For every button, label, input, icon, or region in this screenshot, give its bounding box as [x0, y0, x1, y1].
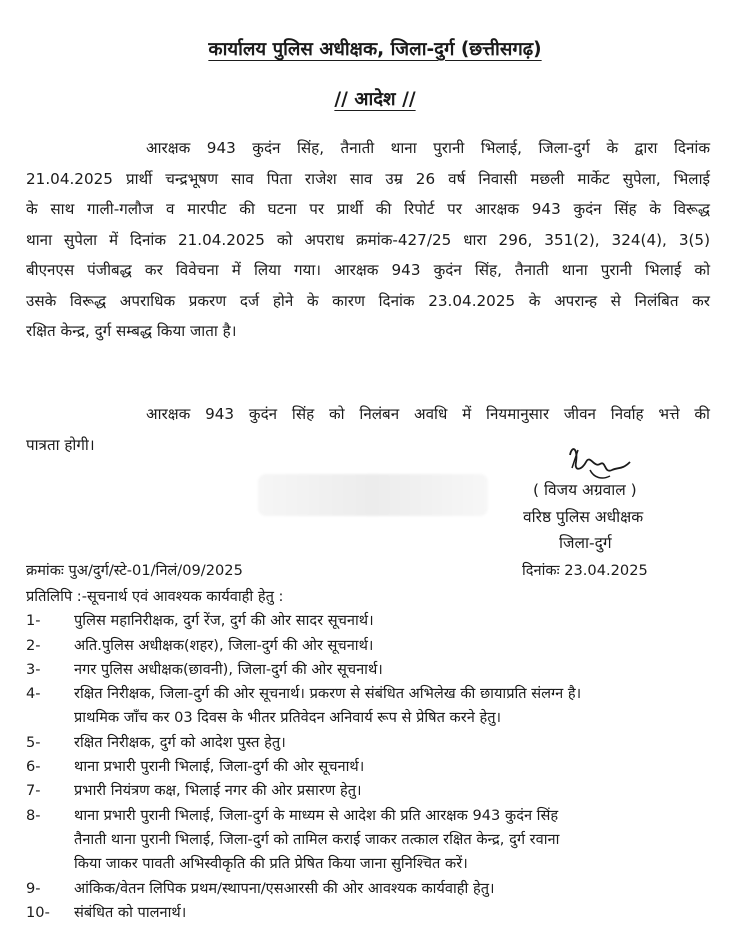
- list-item-text: पुलिस महानिरीक्षक, दुर्ग रेंज, दुर्ग की ओर सादर सूचनार्थ।: [74, 612, 374, 630]
- reference-date: दिनांकः 23.04.2025: [522, 562, 648, 579]
- list-item-text: थाना प्रभारी पुरानी भिलाई, जिला-दुर्ग की ओर सूचनार्थ।: [74, 758, 365, 776]
- list-item-continuation: [26, 828, 581, 852]
- list-item-number: 2-: [26, 636, 41, 654]
- list-item: [26, 609, 581, 633]
- redacted-area: [258, 474, 488, 516]
- paragraph-line: पात्रता होगी।: [26, 435, 95, 454]
- list-item-number: 7-: [26, 782, 41, 800]
- list-item: [26, 755, 581, 779]
- reference-number: क्रमांकः पुअ/दुर्ग/स्टे-01/निलं/09/2025: [26, 562, 243, 579]
- paragraph-line: के साथ गाली-गलौज व मारपीट की घटना पर प्रार्थी की रिपोर्ट पर आरक्षक 943 कुदंन सिंह के विरूद्ध: [26, 200, 710, 218]
- list-item: [26, 901, 581, 925]
- paragraph-line: उसके विरूद्ध अपराधिक प्रकरण दर्ज होने के कारण दिनांक 23.04.2025 के अपरान्ह से निलंबित कर: [26, 291, 710, 310]
- list-item-text: अति.पुलिस अधीक्षक(शहर), जिला-दुर्ग की ओर सूचनार्थ।: [74, 636, 374, 654]
- list-item: [26, 682, 581, 706]
- list-item: [26, 658, 581, 682]
- paragraph-line: आरक्षक 943 कुदंन सिंह को निलंबन अवधि में नियमानुसार जीवन निर्वाह भत्ते की: [146, 405, 710, 423]
- list-item: [26, 804, 581, 828]
- office-heading: कार्यालय पुलिस अधीक्षक, जिला-दुर्ग (छत्तीसगढ़): [208, 39, 542, 60]
- paragraph-line: रक्षित केन्द्र, दुर्ग सम्बद्ध किया जाता है।: [26, 322, 237, 340]
- list-item-continuation: [26, 852, 581, 876]
- list-item-continuation: [26, 706, 581, 730]
- list-item-number: 9-: [26, 879, 41, 897]
- list-item: [26, 877, 581, 901]
- list-item: [26, 731, 581, 755]
- list-item-text: प्राथमिक जाँच कर 03 दिवस के भीतर प्रतिवेदन अनिवार्य रूप से प्रेषित करने हेतु।: [74, 709, 502, 727]
- order-title: // आदेश //: [334, 89, 416, 110]
- list-item-number: 5-: [26, 733, 41, 751]
- list-item-number: 6-: [26, 758, 41, 776]
- list-item-text: नगर पुलिस अधीक्षक(छावनी), जिला-दुर्ग की ओर सूचनार्थ।: [74, 660, 383, 678]
- list-item-text: प्रभारी नियंत्रण कक्ष, भिलाई नगर की ओर प्रसारण हेतु।: [74, 782, 362, 800]
- list-item-text: तैनाती थाना पुरानी भिलाई, जिला-दुर्ग को तामिल कराई जाकर तत्काल रक्षित केन्द्र, दुर्ग रवाना: [74, 830, 560, 848]
- list-item-number: 1-: [26, 612, 41, 630]
- paragraph-line: 21.04.2025 प्रार्थी चन्द्रभूषण साव पिता राजेश साव उम्र 26 वर्ष निवासी मछली मार्केट सुपेला, भिलाई: [26, 169, 710, 188]
- list-item-number: 10-: [26, 903, 50, 921]
- order-paragraph-1: [26, 133, 710, 347]
- list-item-text: आंकिक/वेतन लिपिक प्रथम/स्थापना/एसआरसी की ओर आवश्यक कार्यवाही हेतु।: [74, 879, 495, 897]
- copy-to-intro-text: प्रतिलिपि :-सूचनार्थ एवं आवश्यक कार्यवाही हेतु :: [26, 588, 284, 605]
- paragraph-line: बीएनएस पंजीबद्ध कर विवेचना में लिया गया। आरक्षक 943 कुदंन सिंह, तैनाती थाना पुरानी भिलाई को: [26, 261, 710, 279]
- list-item-number: 8-: [26, 806, 41, 824]
- signatory-name: ( विजय अग्रवाल ): [533, 481, 637, 499]
- paragraph-line: आरक्षक 943 कुदंन सिंह, तैनाती थाना पुरानी भिलाई, जिला-दुर्ग के द्वारा दिनांक: [146, 139, 710, 157]
- list-item-number: 3-: [26, 660, 41, 678]
- list-item-text: रक्षित निरीक्षक, जिला-दुर्ग की ओर सूचनार्थ। प्रकरण से संबंधित अभिलेख की छायाप्रति संलग्न है।: [74, 685, 582, 703]
- list-item-number: 4-: [26, 685, 41, 703]
- signatory-designation: वरिष्ठ पुलिस अधीक्षक: [523, 508, 644, 526]
- signatory-district: जिला-दुर्ग: [559, 534, 612, 552]
- copy-to-list: [26, 585, 581, 925]
- copy-to-intro: [26, 585, 581, 609]
- list-item-text: रक्षित निरीक्षक, दुर्ग को आदेश पुस्त हेतु।: [74, 733, 286, 751]
- list-item: [26, 634, 581, 658]
- list-item-text: किया जाकर पावती अभिस्वीकृति की प्रति प्रेषित किया जाना सुनिश्चित करें।: [74, 855, 468, 873]
- list-item-text: थाना प्रभारी पुरानी भिलाई, जिला-दुर्ग के माध्यम से आदेश की प्रति आरक्षक 943 कुदंन सिंह: [74, 806, 559, 824]
- list-item: [26, 779, 581, 803]
- paragraph-line: थाना सुपेला में दिनांक 21.04.2025 को अपराध क्रमांक-427/25 धारा 296, 351(2), 324(4), 3(5): [26, 230, 710, 249]
- list-item-text: संबंधित को पालनार्थ।: [74, 903, 187, 921]
